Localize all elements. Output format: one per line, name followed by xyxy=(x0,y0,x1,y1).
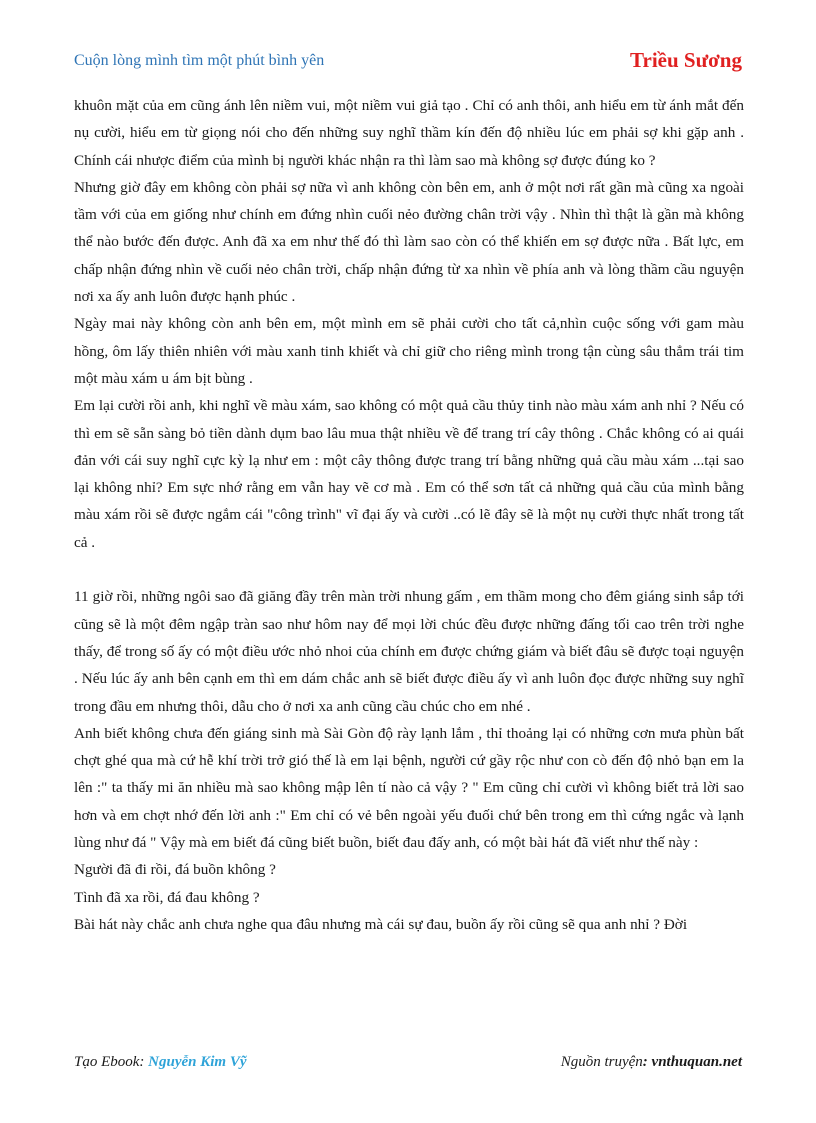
paragraph: Em lại cười rồi anh, khi nghĩ về màu xám, sao không có một quả cầu thủy tinh nào màu xám anh nhỉ ? Nếu có thì em sẽ sẵn sàng bỏ tiền dành dụm bao lâu mua thật nhiều về để trang trí cây thông . Chắc không có ai quái đản với cái suy nghĩ cực kỳ lạ như em : một cây thông được trang trí bằng những quả cầu màu xám ...tại sao lại không nhỉ? Em sực nhớ rằng em vẫn hay vẽ cơ mà . Em có thể sơn tất cả những quả cầu của mình bằng màu xám rồi sẽ được ngắm cái "công trình" vĩ đại ấy và cười ..có lẽ đây sẽ là một nụ cười thực nhất trong tất cả . xyxy=(74,397,744,551)
paragraph: Bài hát này chắc anh chưa nghe qua đâu nhưng mà cái sự đau, buồn ấy rồi cũng sẽ qua anh nhỉ ? Đời xyxy=(74,915,688,933)
ebook-author: Nguyễn Kim Vỹ xyxy=(148,1054,247,1070)
source-credit xyxy=(561,1054,742,1071)
page-header xyxy=(74,48,742,76)
author-name: Triều Sương xyxy=(630,48,742,72)
paragraph: 11 giờ rồi, những ngôi sao đã giăng đầy trên màn trời nhung gấm , em thầm mong cho đêm giáng sinh sắp tới cũng sẽ là một đêm ngập tràn sao như hôm nay để mọi lời chúc đều được những đấng tối cao trên trời nghe thấy, để trong số ấy có một điều ước nhỏ nhoi của chính em được chứng giám và biết đâu sẽ được toại nguyện . Nếu lúc ấy anh bên cạnh em thì em dám chắc anh sẽ biết được điều ấy vì anh luôn đọc được những suy nghĩ trong đầu em nhưng thôi, dẫu cho ở nơi xa anh cũng cầu chúc cho em nhé . xyxy=(74,588,744,715)
paragraph: Ngày mai này không còn anh bên em, một mình em sẽ phải cười cho tất cả,nhìn cuộc sống với gam màu hồng, ôm lấy thiên nhiên với màu xanh tinh khiết và chỉ giữ cho riêng mình trong tận cùng sâu thẳm trái tim một màu xám u ám bịt bùng . xyxy=(74,315,744,387)
source-label: Nguồn truyện xyxy=(560,1054,643,1070)
song-line: Tình đã xa rồi, đá đau không ? xyxy=(74,888,260,906)
book-title: Cuộn lòng mình tìm một phút bình yên xyxy=(74,52,325,69)
paragraph: Anh biết không chưa đến giáng sinh mà Sài Gòn độ rày lạnh lắm , thỉ thoảng lại có những cơn mưa phùn bất chợt ghé qua mà cứ hễ khí trời trở gió thế là em lại bệnh, người cứ gầy rộc như con cò đến độ nhỏ bạn em la lên :" ta thấy mi ăn nhiều mà sao không mập lên tí nào cả vậy ? " Em cũng chỉ cười vì không biết trả lời sao hơn và em chợt nhớ đến lời anh :" Em chỉ có vẻ bên ngoài yếu đuối chứ bên trong em thì cứng ngắc và lạnh lùng như đá " Vậy mà em biết đá cũng biết buồn, biết đau đấy anh, có một bài hát đã viết như thế này : xyxy=(74,724,744,852)
ebook-credit xyxy=(74,1054,247,1071)
paragraph: khuôn mặt của em cũng ánh lên niềm vui, một niềm vui giả tạo . Chỉ có anh thôi, anh hiểu em từ ánh mắt đến nụ cười, hiểu em từ giọng nói cho đến những suy nghĩ thầm kín đến độ nhiều lúc em phải sợ khi gặp anh . Chính cái nhược điểm của mình bị người khác nhận ra thì làm sao mà không sợ được đúng ko ? xyxy=(74,97,744,169)
body-text xyxy=(74,92,744,938)
source-site: vnthuquan.net xyxy=(651,1054,742,1070)
ebook-separator: : xyxy=(139,1054,149,1070)
paragraph: Nhưng giờ đây em không còn phải sợ nữa vì anh không còn bên em, anh ở một nơi rất gần mà cũng xa ngoài tầm với của em giống như chính em đứng nhìn cuối nẻo đường chân trời vậy . Nhìn thì thật là gần mà không thể nào bước đến được. Anh đã xa em như thế đó thì làm sao còn có thể khiến em sợ được nữa . Bất lực, em chấp nhận đứng nhìn về cuối nẻo chân trời, chấp nhận đứng từ xa nhìn về phía anh và lòng thầm cầu nguyện nơi xa ấy anh luôn được hạnh phúc . xyxy=(74,178,744,306)
source-separator: : xyxy=(642,1054,652,1070)
ebook-label: Tạo Ebook xyxy=(74,1054,140,1070)
song-line: Người đã đi rồi, đá buồn không ? xyxy=(74,861,276,879)
page-footer xyxy=(74,1054,742,1076)
paragraph-gap xyxy=(74,556,744,583)
